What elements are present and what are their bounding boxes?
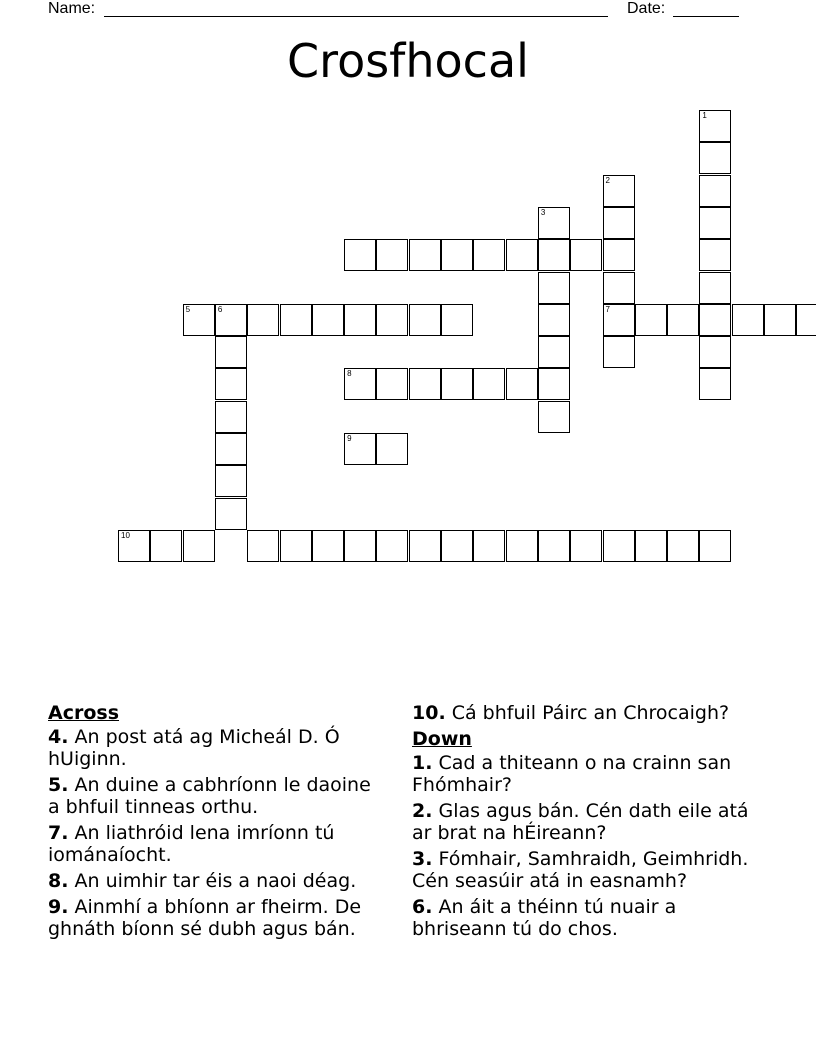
- grid-cell[interactable]: [667, 530, 699, 562]
- grid-cell[interactable]: [473, 368, 505, 400]
- clue-text: An post atá ag Micheál D. Ó hUiginn.: [48, 726, 340, 770]
- clue-number: 2.: [412, 800, 433, 822]
- grid-cell[interactable]: [699, 175, 731, 207]
- grid-cell[interactable]: [699, 304, 731, 336]
- clue-number-label: 6: [217, 304, 223, 314]
- clue-number-label: 8: [347, 369, 352, 379]
- grid-cell[interactable]: [344, 530, 376, 562]
- grid-cell[interactable]: [635, 304, 667, 336]
- grid-cell[interactable]: [376, 368, 408, 400]
- grid-cell[interactable]: [506, 239, 538, 271]
- grid-cell[interactable]: [506, 530, 538, 562]
- grid-cell[interactable]: [409, 239, 441, 271]
- grid-cell[interactable]: [280, 304, 312, 336]
- grid-cell[interactable]: [506, 368, 538, 400]
- down-heading: Down: [412, 728, 472, 750]
- clue-number: 4.: [48, 726, 69, 748]
- grid-cell[interactable]: [441, 368, 473, 400]
- grid-cell[interactable]: [699, 207, 731, 239]
- grid-cell[interactable]: [312, 304, 344, 336]
- across-heading: Across: [48, 702, 120, 724]
- down-clue-1: [412, 752, 772, 796]
- grid-cell[interactable]: [699, 110, 731, 142]
- across-clue-5: [48, 774, 388, 818]
- clue-number: 1.: [412, 752, 433, 774]
- grid-cell[interactable]: [538, 239, 570, 271]
- across-clue-9: [48, 896, 388, 940]
- clue-text: Fómhair, Samhraidh, Geimhridh. Cén seasúir atá in easnamh?: [412, 848, 749, 892]
- clue-number-label: 7: [605, 304, 610, 314]
- clue-number: 7.: [48, 822, 69, 844]
- grid-cell[interactable]: [150, 530, 182, 562]
- grid-cell[interactable]: [603, 239, 635, 271]
- grid-cell[interactable]: [699, 336, 731, 368]
- grid-cell[interactable]: [376, 239, 408, 271]
- grid-cell[interactable]: [538, 368, 570, 400]
- grid-cell[interactable]: [344, 368, 376, 400]
- clue-number: 8.: [48, 870, 69, 892]
- clues-left-column: [48, 702, 388, 944]
- grid-cell[interactable]: [570, 239, 602, 271]
- down-clue-2: [412, 800, 772, 844]
- clue-text: Glas agus bán. Cén dath eile atá ar brat na hÉireann?: [412, 800, 749, 844]
- clue-text: Ainmhí a bhíonn ar fheirm. De ghnáth bíonn sé dubh agus bán.: [48, 896, 362, 940]
- grid-cell[interactable]: [570, 530, 602, 562]
- grid-cell[interactable]: [732, 304, 764, 336]
- grid-cell[interactable]: [118, 530, 150, 562]
- grid-cell[interactable]: [215, 498, 247, 530]
- grid-cell[interactable]: [796, 304, 816, 336]
- clue-text: An liathróid lena imríonn tú iománaíocht.: [48, 822, 335, 866]
- grid-cell[interactable]: [409, 304, 441, 336]
- grid-cell[interactable]: [473, 239, 505, 271]
- down-clue-3: [412, 848, 772, 892]
- clue-number-label: 1: [702, 111, 707, 120]
- clues-right-column: [412, 702, 772, 944]
- clue-number-label: 9: [347, 434, 352, 443]
- grid-cell[interactable]: [215, 368, 247, 400]
- grid-cell[interactable]: [538, 272, 570, 304]
- clue-number: 3.: [412, 848, 433, 870]
- grid-cell[interactable]: [344, 433, 376, 465]
- grid-cell[interactable]: [603, 175, 635, 207]
- grid-cell[interactable]: [441, 530, 473, 562]
- grid-cell[interactable]: [247, 530, 279, 562]
- clue-number: 10.: [412, 702, 446, 724]
- grid-cell[interactable]: [603, 530, 635, 562]
- grid-cell[interactable]: [603, 304, 635, 336]
- grid-cell[interactable]: [376, 433, 408, 465]
- clue-number-label: 5: [185, 304, 191, 314]
- across-clue-4: [48, 726, 388, 770]
- grid-cell[interactable]: [376, 530, 408, 562]
- grid-cell[interactable]: [183, 304, 215, 336]
- clue-text: Cad a thiteann o na crainn san Fhómhair?: [412, 752, 732, 796]
- grid-cell[interactable]: [312, 530, 344, 562]
- grid-cell[interactable]: [538, 401, 570, 433]
- clue-number-label: 10: [121, 530, 130, 540]
- grid-cell[interactable]: [699, 239, 731, 271]
- grid-cell[interactable]: [215, 433, 247, 465]
- grid-cell[interactable]: [667, 304, 699, 336]
- grid-cell[interactable]: [538, 304, 570, 336]
- clue-number: 5.: [48, 774, 69, 796]
- clue-text: An duine a cabhríonn le daoine a bhfuil tinneas orthu.: [48, 774, 371, 818]
- clue-number: 6.: [412, 896, 433, 918]
- clue-number-label: 2: [605, 175, 610, 185]
- clue-number-label: 3: [540, 207, 546, 217]
- grid-cell[interactable]: [538, 207, 570, 239]
- grid-cell[interactable]: [699, 368, 731, 400]
- grid-cell[interactable]: [280, 530, 312, 562]
- grid-cell[interactable]: [344, 239, 376, 271]
- across-clue-10: [412, 702, 772, 724]
- name-label: Name:: [48, 0, 96, 17]
- grid-cell[interactable]: [215, 336, 247, 368]
- grid-cell[interactable]: [247, 304, 279, 336]
- grid-cell[interactable]: [215, 465, 247, 497]
- grid-cell[interactable]: [699, 272, 731, 304]
- clue-number: 9.: [48, 896, 69, 918]
- clue-text: An uimhir tar éis a naoi déag.: [74, 870, 357, 892]
- grid-cell[interactable]: [699, 142, 731, 174]
- grid-cell[interactable]: [764, 304, 796, 336]
- grid-cell[interactable]: [215, 304, 247, 336]
- grid-cell[interactable]: [441, 239, 473, 271]
- grid-cell[interactable]: [441, 304, 473, 336]
- grid-cell[interactable]: [473, 530, 505, 562]
- grid-cell[interactable]: [603, 336, 635, 368]
- date-label: Date:: [627, 0, 666, 17]
- page-title: Crosfhocal: [287, 34, 529, 88]
- grid-cell[interactable]: [344, 304, 376, 336]
- grid-cell[interactable]: [409, 368, 441, 400]
- grid-cell[interactable]: [376, 304, 408, 336]
- grid-cell[interactable]: [635, 530, 667, 562]
- grid-cell[interactable]: [603, 272, 635, 304]
- grid-cell[interactable]: [603, 207, 635, 239]
- grid-cell[interactable]: [538, 530, 570, 562]
- across-clue-8: [48, 870, 388, 892]
- grid-cell[interactable]: [538, 336, 570, 368]
- grid-cell[interactable]: [699, 530, 731, 562]
- grid-cell[interactable]: [409, 530, 441, 562]
- down-clue-6: [412, 896, 772, 940]
- across-clue-7: [48, 822, 388, 866]
- grid-cell[interactable]: [183, 530, 215, 562]
- clue-text: An áit a théinn tú nuair a bhriseann tú do chos.: [412, 896, 677, 940]
- grid-cell[interactable]: [215, 401, 247, 433]
- clue-text: Cá bhfuil Páirc an Chrocaigh?: [451, 702, 730, 724]
